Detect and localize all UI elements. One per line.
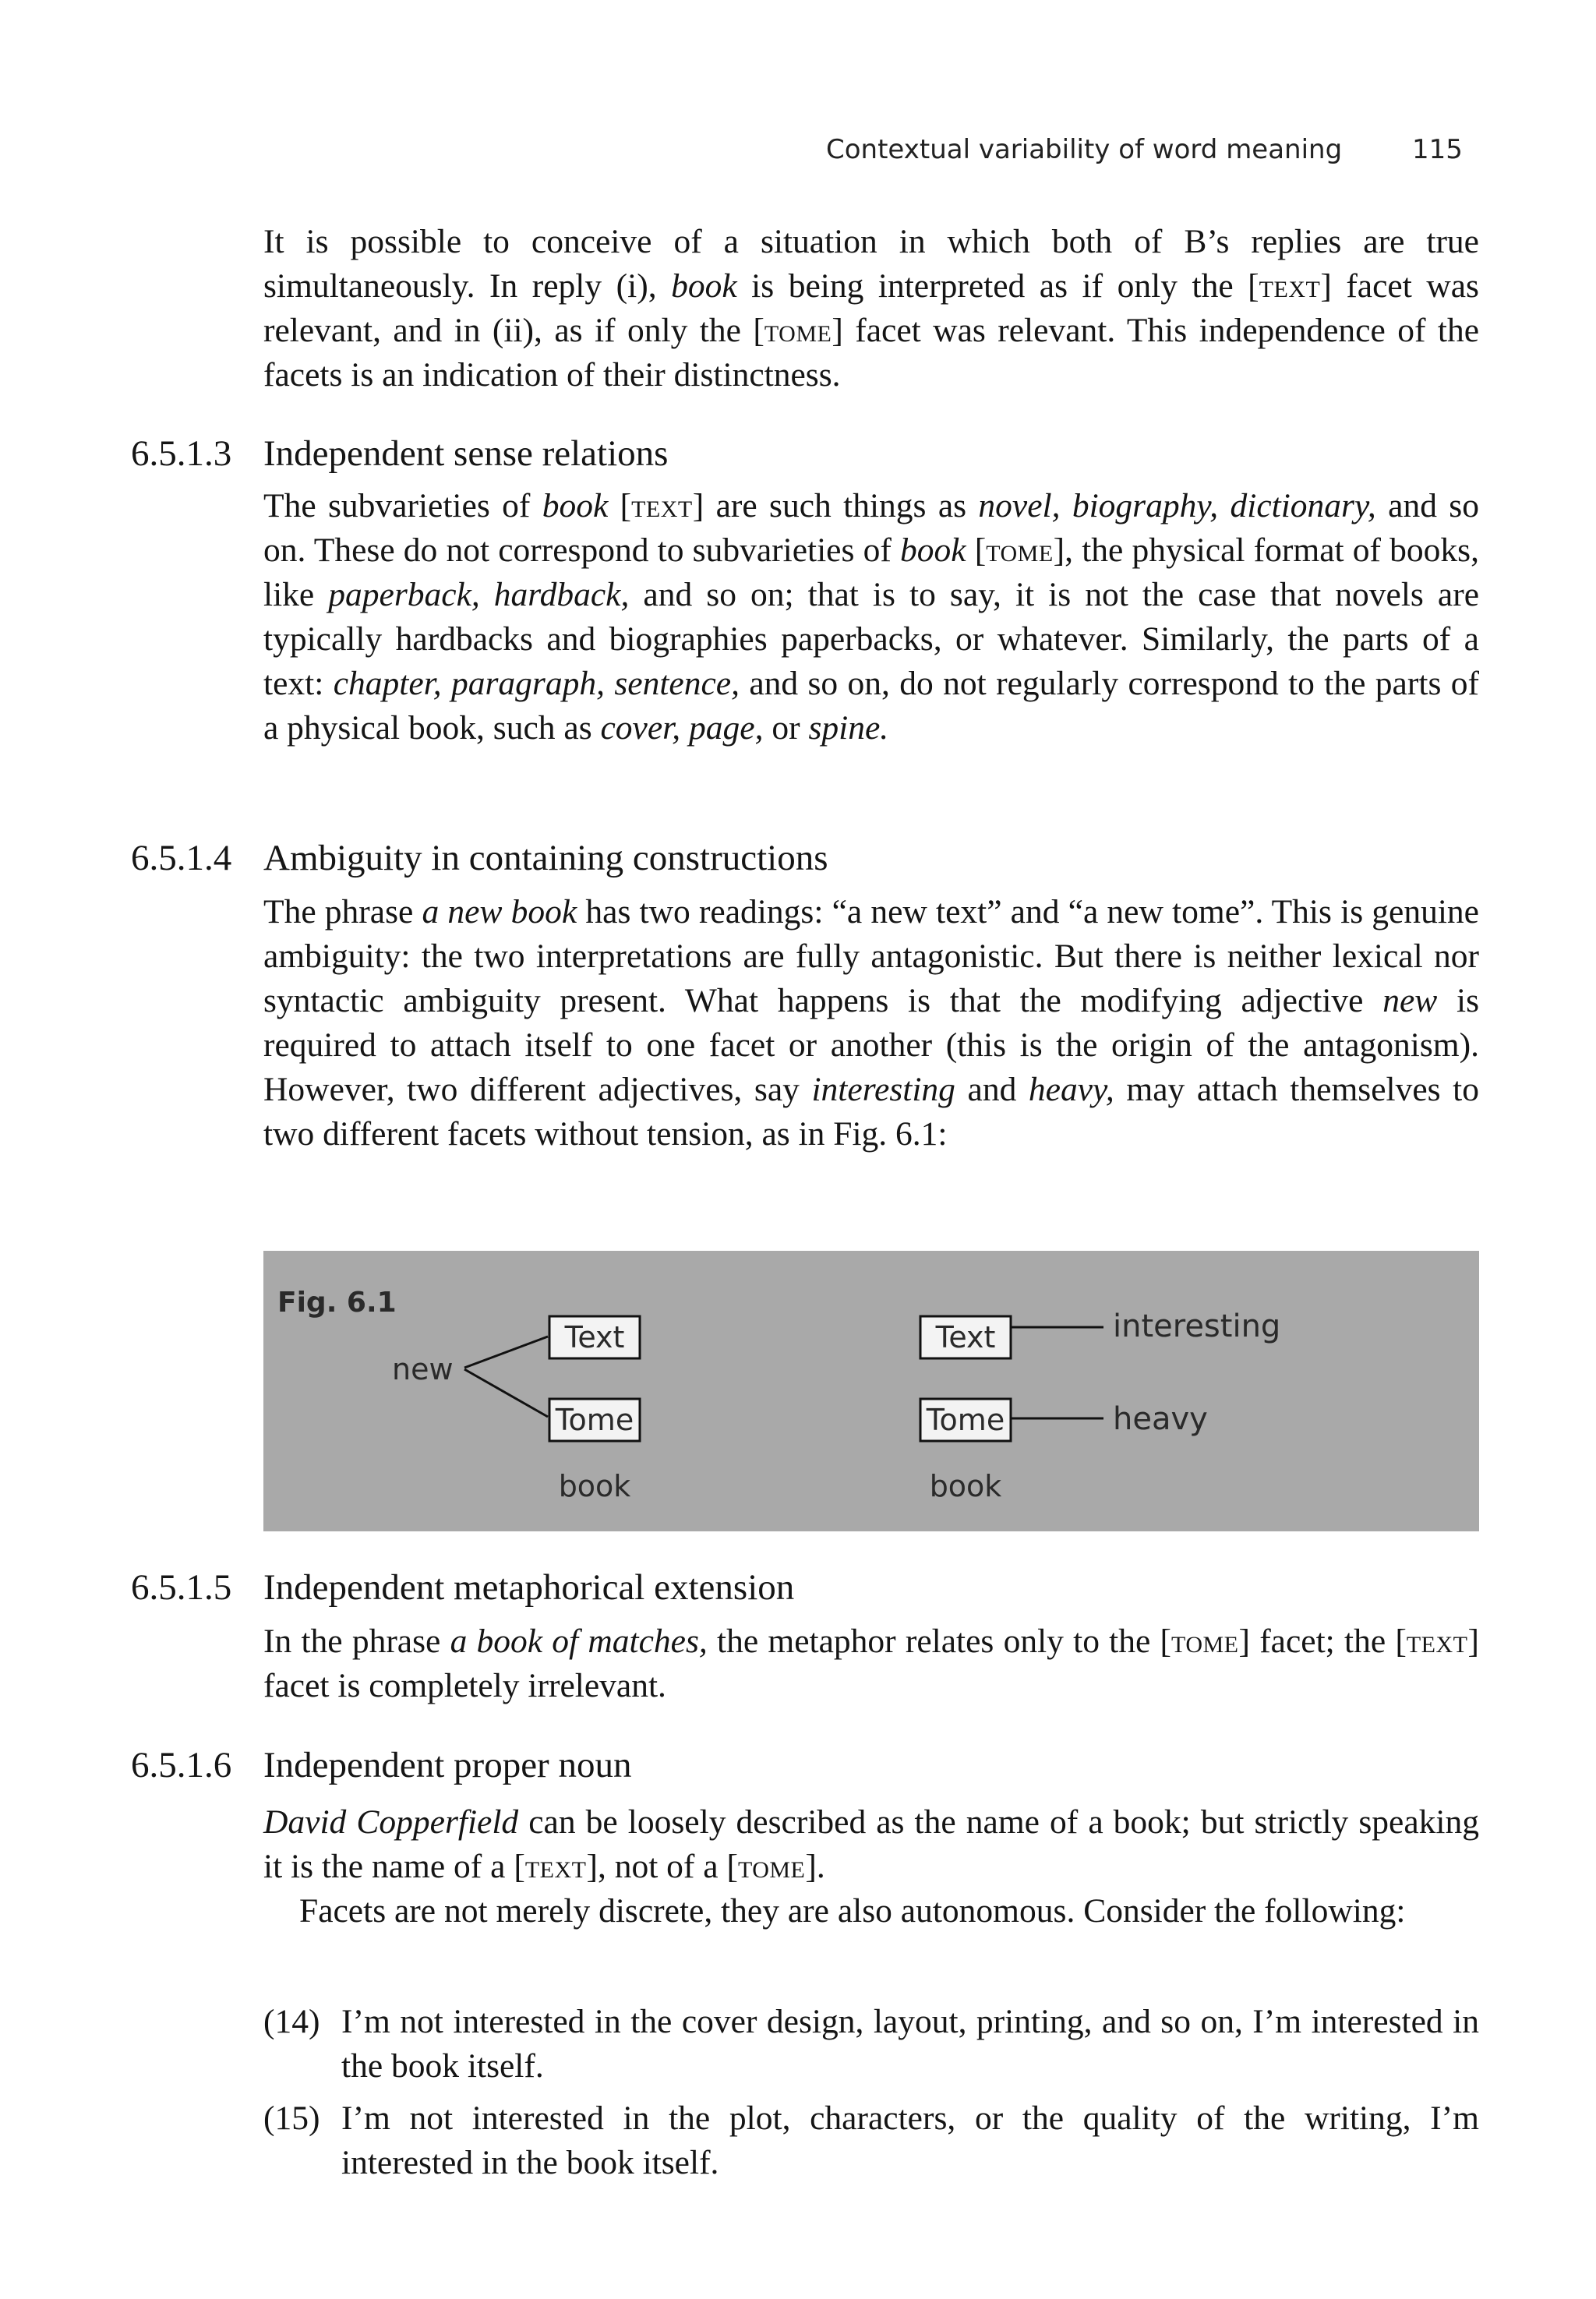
example-text: I’m not interested in the cover design, layout, printing, and so on, I’m interested in the book itself. — [341, 2003, 1479, 2085]
new-to-tome-line — [464, 1369, 548, 1417]
section-heading-6515: 6.5.1.5 Independent metaphorical extension — [131, 1567, 795, 1608]
paragraph-6516: David Copperfield can be loosely described as the name of a book; but strictly speaking it is the name of a [text], not of a [tome]. Facets are not merely discrete, they are also autonomous. Consider the following: — [263, 1800, 1479, 1933]
page-number: 115 — [1412, 134, 1463, 165]
paragraph-facets-autonomous: Facets are not merely discrete, they are also autonomous. Consider the following: — [299, 1892, 1406, 1930]
tome-box-left-label: Tome — [555, 1403, 634, 1437]
intro-paragraph: It is possible to conceive of a situation in which both of B’s replies are true simultaneously. In reply (i), book is being interpreted as if only the [text] facet was relevant, and in (ii), as if only the [tome] facet was relevant. This independence of the facets is an indication of their distinctness. — [263, 223, 1480, 394]
example-text: I’m not interested in the plot, characters, or the quality of the writing, I’m interested in the book itself. — [341, 2099, 1479, 2181]
section-heading-6516: 6.5.1.6 Independent proper noun — [131, 1745, 632, 1785]
example-number: (14) — [263, 2003, 320, 2040]
figure-label: Fig. 6.1 — [277, 1287, 397, 1319]
example-15 — [263, 2096, 1479, 2185]
section-heading-6514: 6.5.1.4 Ambiguity in containing constructions — [131, 838, 828, 878]
running-title: Contextual variability of word meaning — [826, 134, 1343, 165]
heavy-label: heavy — [1113, 1401, 1208, 1437]
paragraph-6514: The phrase a new book has two readings: “a new text” and “a new tome”. This is genuine ambiguity: the two interpretations are fully antagonistic. But there is neither lexical nor syntactic ambiguity present. What happens is that the modifying adjective new is required to attach itself to one facet or another (this is the origin of the antagonism). However, two different adjectives, say interesting and heavy, may attach themselves to two different facets without tension, as in Fig. 6.1: — [263, 893, 1480, 1153]
text-box-right-label: Text — [935, 1320, 996, 1354]
section-heading-6513: 6.5.1.3 Independent sense relations — [131, 433, 669, 474]
interesting-label: interesting — [1113, 1308, 1281, 1344]
book-label-left: book — [558, 1469, 631, 1503]
example-number: (15) — [263, 2099, 320, 2137]
tome-box-right-label: Tome — [926, 1403, 1005, 1437]
paragraph-6513: The subvarieties of book [text] are such things as novel, biography, dictionary, and so on. These do not correspond to subvarieties of book [tome], the physical format of books, like paperback, hardback, and so on; that is to say, it is not the case that novels are typically hardbacks and biographies paperbacks, or whatever. Similarly, the parts of a text: chapter, paragraph, sentence, and so on, do not regularly correspond to the parts of a physical book, such as cover, page, or spine. — [263, 487, 1479, 747]
text-box-left-label: Text — [564, 1320, 625, 1354]
figure-6-1 — [263, 1251, 1479, 1531]
example-14 — [263, 2000, 1479, 2089]
figure-diagram — [263, 1251, 1479, 1531]
figure-new-label: new — [392, 1352, 454, 1386]
paragraph-6515: In the phrase a book of matches, the metaphor relates only to the [tome] facet; the [text] facet is completely irrelevant. — [263, 1623, 1479, 1704]
book-label-right: book — [929, 1469, 1002, 1503]
new-to-text-line — [464, 1337, 548, 1368]
